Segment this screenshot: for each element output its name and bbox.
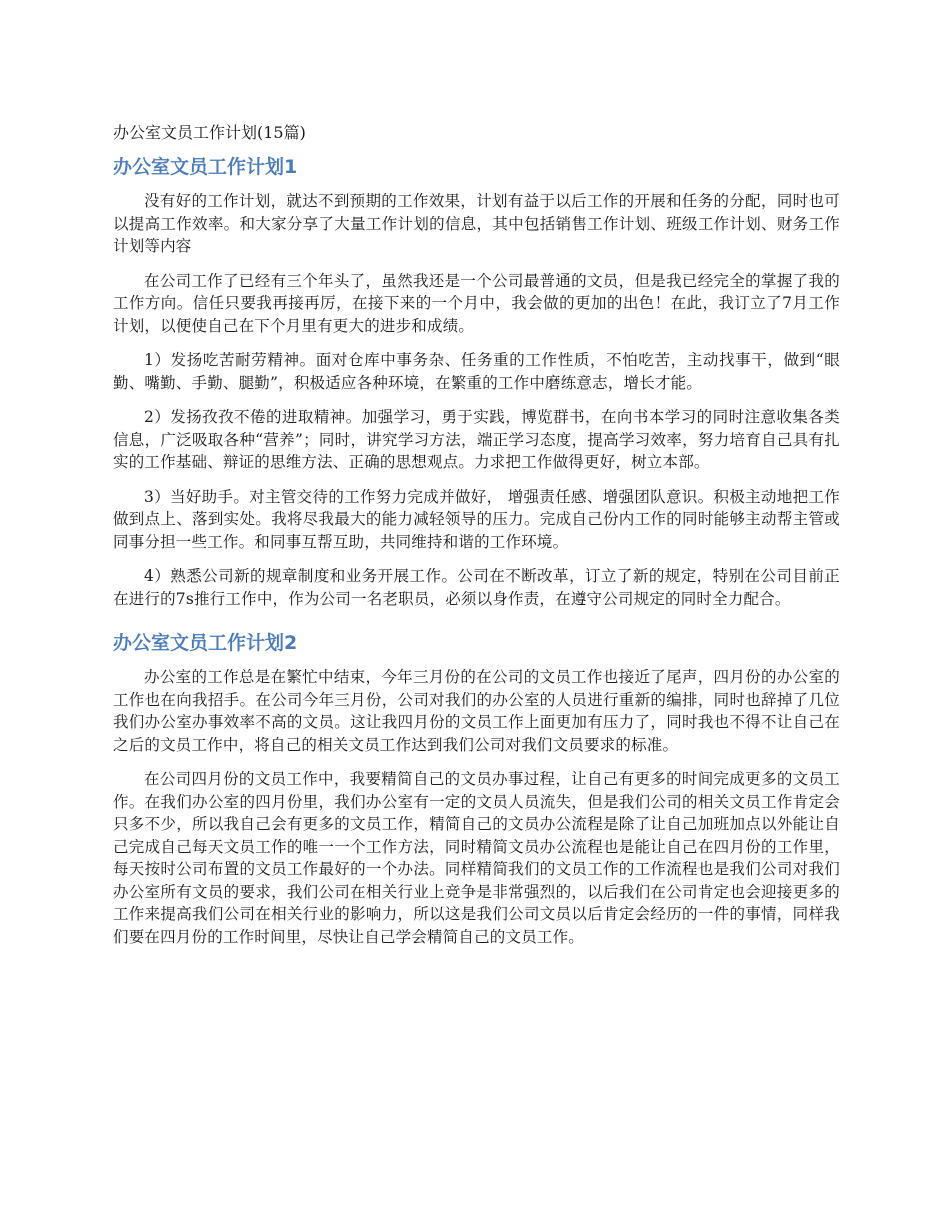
section-2 [113,630,840,948]
section-heading: 办公室文员工作计划1 [113,156,298,178]
paragraph: 3）当好助手。对主管交待的工作努力完成并做好， 增强责任感、增强团队意识。积极主动地把工作做到点上、落到实处。我将尽我最大的能力减轻领导的压力。完成自己份内工作的同时能够主动帮主管或同事分担一些工作。和同事互帮互助，共同维持和谐的工作环境。 [113,487,840,551]
paragraph: 办公室的工作总是在繁忙中结束，今年三月份的在公司的文员工作也接近了尾声，四月份的办公室的工作也在向我招手。在公司今年三月份，公司对我们的办公室的人员进行重新的编排，同时也辞掉了几位我们办公室办事效率不高的文员。这让我四月份的文员工作上面更加有压力了，同时我也不得不让自己在之后的文员工作中，将自己的相关文员工作达到我们公司对我们文员要求的标准。 [113,668,840,754]
document-title: 办公室文员工作计划(15篇) [113,123,306,142]
paragraph: 没有好的工作计划，就达不到预期的工作效果，计划有益于以后工作的开展和任务的分配，同时也可以提高工作效率。和大家分享了大量工作计划的信息，其中包括销售工作计划、班级工作计划、财务工作计划等内容 [113,192,840,255]
section-1 [113,154,840,610]
paragraph: 4）熟悉公司新的规章制度和业务开展工作。公司在不断改革，订立了新的规定，特别在公司目前正在进行的7s推行工作中，作为公司一名老职员，必须以身作责，在遵守公司规定的同时全力配合。 [113,567,840,608]
paragraph: 在公司四月份的文员工作中，我要精简自己的文员办事过程，让自己有更多的时间完成更多的文员工作。在我们办公室的四月份里，我们办公室有一定的文员人员流失，但是我们公司的相关文员工作肯定会只多不少，所以我自己会有更多的文员工作，精简自己的文员办公流程是除了让自己加班加点以外能让自己完成自己每天文员工作的唯一一个工作方法，同时精简文员办公流程也是能让自己在四月份的工作里，每天按时公司布置的文员工作最好的一个办法。同样精简我们的文员工作的工作流程也是我们公司对我们办公室所有文员的要求，我们公司在相关行业上竞争是非常强烈的，以后我们在公司肯定也会迎接更多的工作来提高我们公司在相关行业的影响力，所以这是我们公司文员以后肯定会经历的一件的事情，同样我们要在四月份的工作时间里，尽快让自己学会精简自己的文员工作。 [113,770,840,946]
paragraph: 在公司工作了已经有三个年头了，虽然我还是一个公司最普通的文员，但是我已经完全的掌握了我的工作方向。信任只要我再接再厉，在接下来的一个月中，我会做的更加的出色！在此，我订立了7月工作计划，以便使自己在下个月里有更大的进步和成绩。 [113,271,840,335]
paragraph: 1）发扬吃苦耐劳精神。面对仓库中事务杂、任务重的工作性质，不怕吃苦，主动找事干，做到“眼勤、嘴勤、手勤、腿勤”，积极适应各种环境，在繁重的工作中磨练意志，增长才能。 [113,351,840,392]
section-heading: 办公室文员工作计划2 [113,632,298,654]
section-spacer [113,622,840,630]
document-page [113,122,840,960]
paragraph: 2）发扬孜孜不倦的进取精神。加强学习，勇于实践，博览群书，在向书本学习的同时注意收集各类信息，广泛吸取各种“营养”；同时，讲究学习方法，端正学习态度，提高学习效率，努力培育自己具有扎实的工作基础、辩证的思维方法、正确的思想观点。力求把工作做得更好，树立本部。 [113,408,840,471]
